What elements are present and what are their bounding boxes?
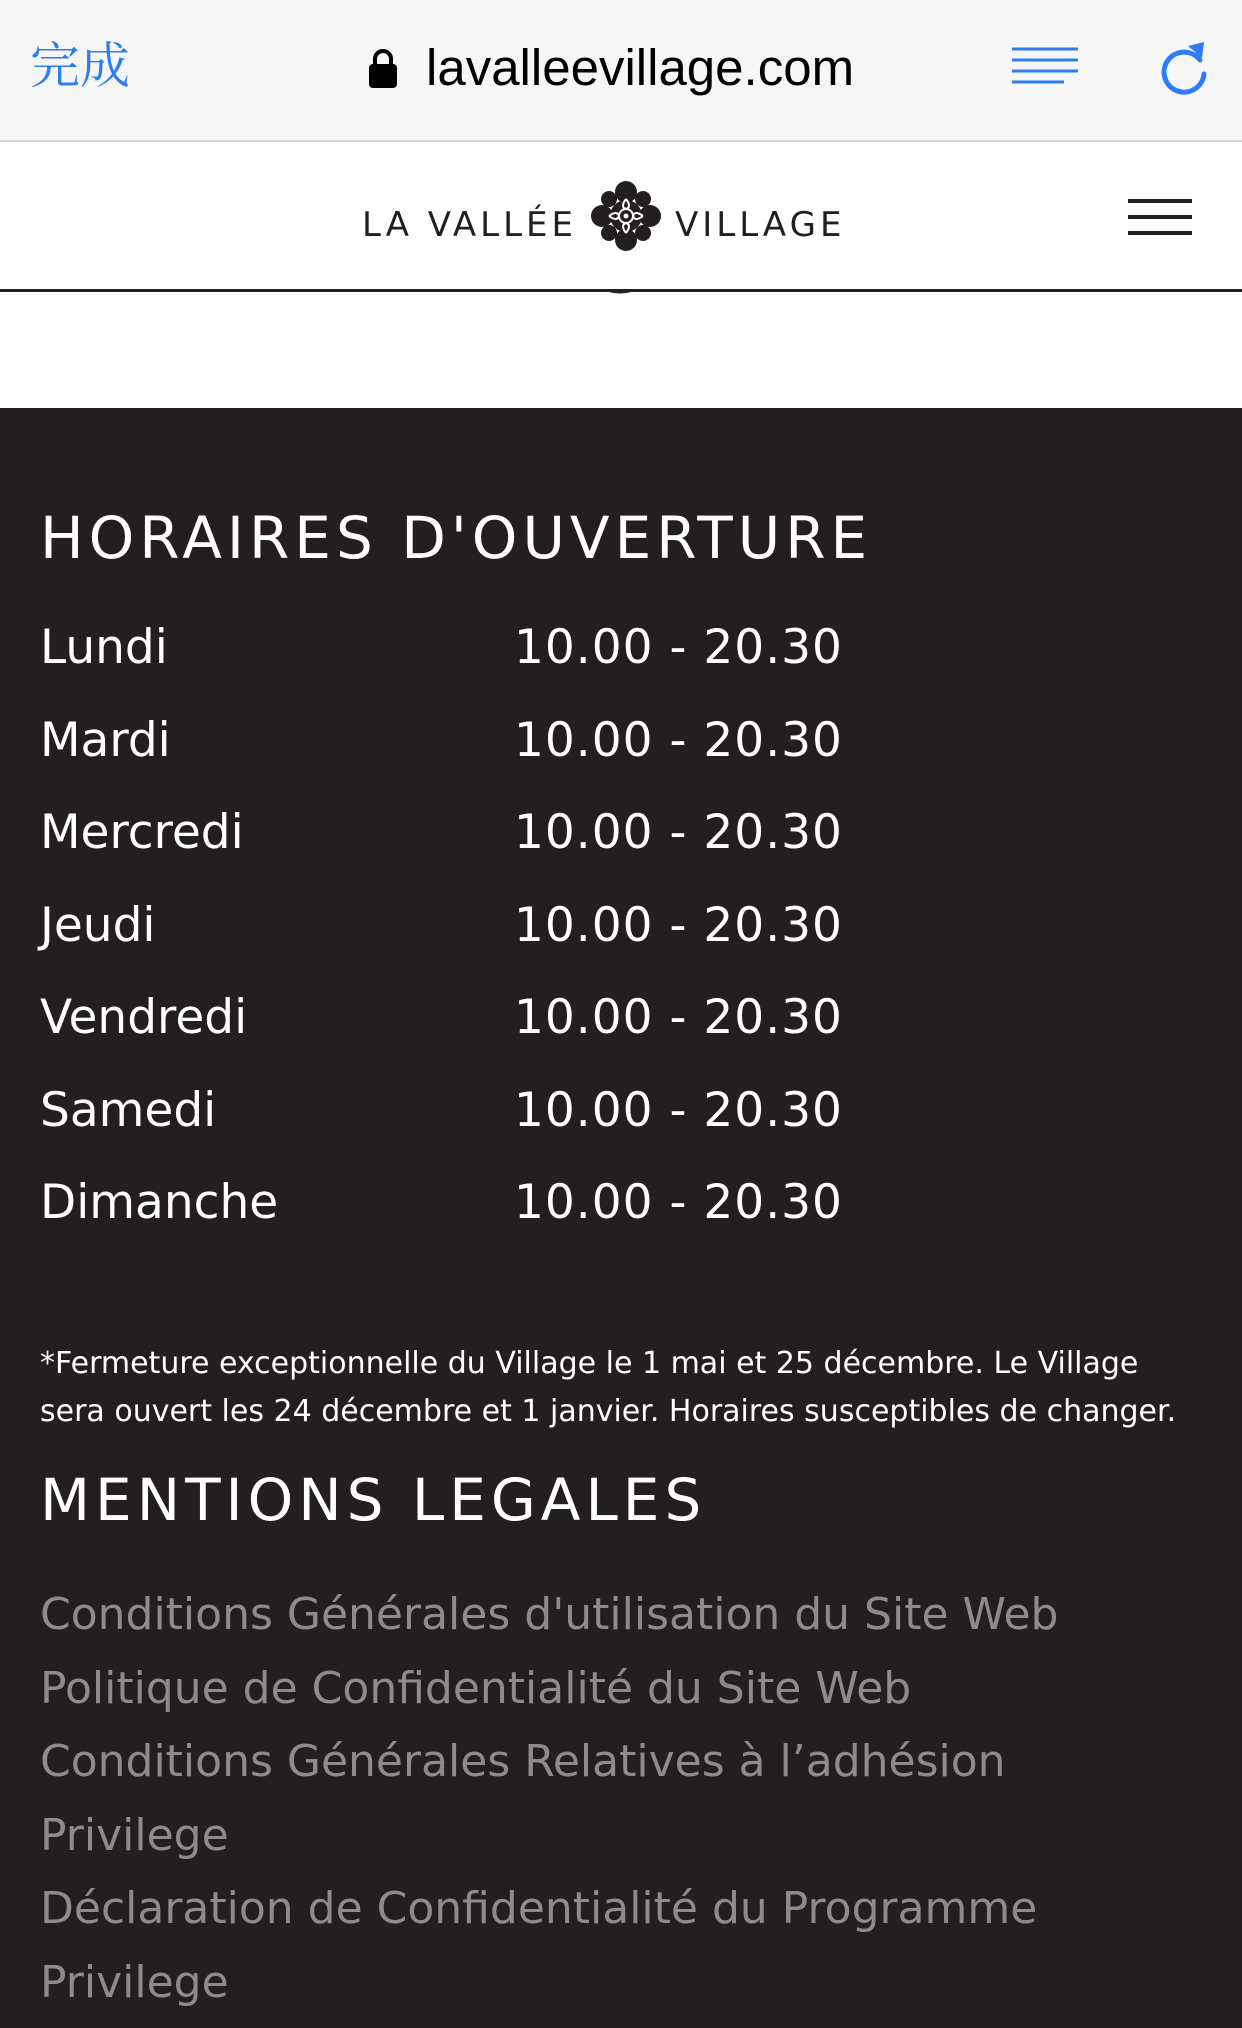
hours-day: Lundi — [40, 620, 168, 675]
hours-day: Samedi — [40, 1082, 217, 1138]
done-button[interactable]: 完成 — [30, 37, 130, 95]
hours-day: Dimanche — [40, 1175, 279, 1230]
hours-day: Mercredi — [40, 805, 244, 860]
site-logo[interactable] — [362, 176, 845, 256]
hours-row — [40, 990, 1200, 1083]
link-privilege-privacy[interactable]: Déclaration de Confidentialité du Programme Privilege — [40, 1883, 1038, 2008]
hours-time: 10.00 - 20.30 — [514, 620, 843, 675]
hours-day: Vendredi — [40, 990, 248, 1045]
hours-day: Mardi — [40, 712, 171, 768]
lock-icon — [368, 47, 398, 89]
hours-time: 10.00 - 20.30 — [514, 897, 843, 953]
hours-day: Jeudi — [40, 897, 156, 953]
reader-icon[interactable] — [1012, 46, 1078, 90]
hours-time: 10.00 - 20.30 — [514, 1082, 843, 1138]
hours-time: 10.00 - 20.30 — [514, 990, 843, 1045]
legal-links-list — [40, 1578, 1200, 2019]
scroll-up-button-edge[interactable] — [560, 292, 680, 302]
reload-icon[interactable] — [1158, 40, 1210, 96]
hours-row — [40, 898, 1200, 991]
menu-icon[interactable] — [1128, 198, 1192, 236]
logo-text-left: LA VALLÉE — [362, 205, 577, 245]
link-privacy-policy[interactable]: Politique de Confidentialité du Site Web — [40, 1662, 912, 1714]
content-gap — [0, 292, 1242, 408]
site-header — [0, 142, 1242, 292]
hours-row — [40, 1083, 1200, 1176]
hours-row — [40, 620, 1200, 713]
browser-toolbar — [0, 0, 1242, 142]
opening-hours-title: HORAIRES D'OUVERTURE — [40, 504, 873, 572]
closure-note: *Fermeture exceptionnelle du Village le 1 mai et 25 décembre. Le Village sera ouvert les 24 décembre et 1 janvier. Horaires susceptibles de changer. — [40, 1346, 1177, 1429]
opening-hours-list — [40, 620, 1200, 1268]
legal-mentions-title: MENTIONS LEGALES — [40, 1466, 707, 1534]
hours-row — [40, 805, 1200, 898]
hours-time: 10.00 - 20.30 — [514, 805, 843, 860]
url-text: lavalleevillage.com — [426, 39, 855, 96]
logo-emblem-icon — [589, 179, 663, 253]
logo-text-right: VILLAGE — [674, 205, 846, 245]
link-privilege-terms[interactable]: Conditions Générales Relatives à l’adhésion Privilege — [40, 1736, 1006, 1861]
hours-time: 10.00 - 20.30 — [514, 1175, 843, 1230]
hours-time: 10.00 - 20.30 — [514, 712, 843, 768]
hours-row — [40, 1175, 1200, 1268]
footer — [0, 408, 1242, 2028]
address-bar[interactable] — [368, 36, 854, 100]
hours-row — [40, 713, 1200, 806]
link-terms-of-use[interactable]: Conditions Générales d'utilisation du Site Web — [40, 1589, 1059, 1640]
